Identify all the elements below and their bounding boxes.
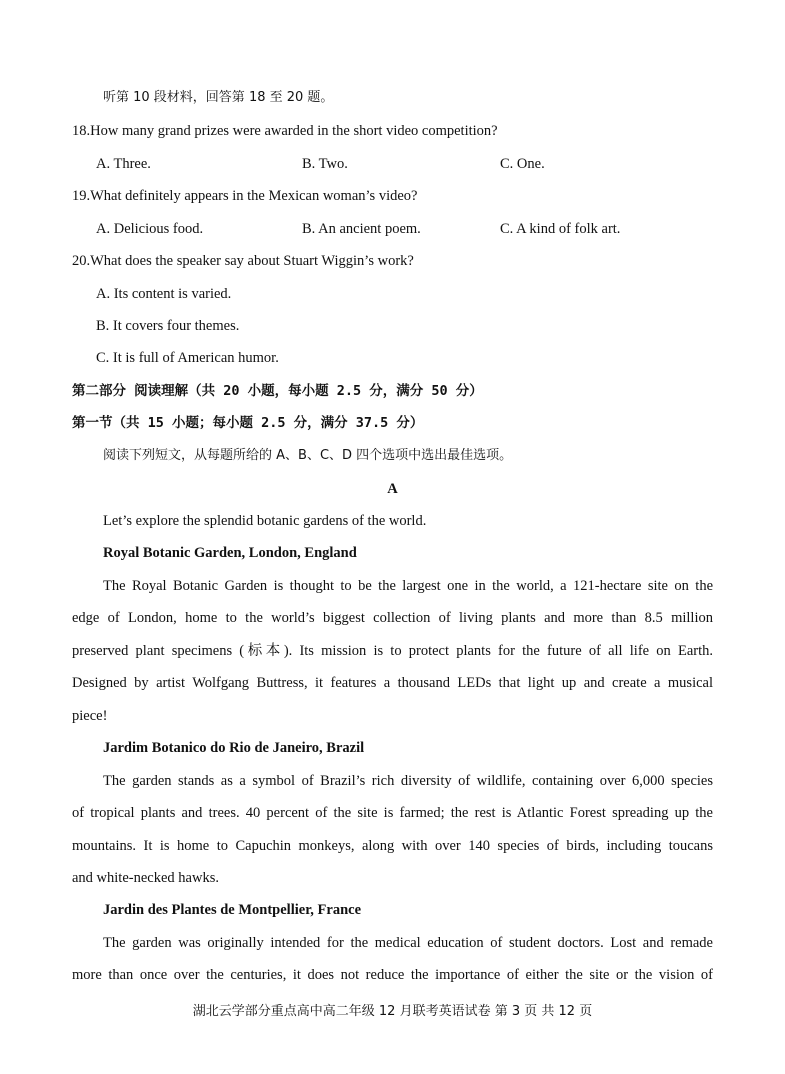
garden3-title: Jardin des Plantes de Montpellier, France (103, 902, 362, 918)
reading-instruction: 阅读下列短文，从每题所给的 A、B、C、D 四个选项中选出最佳选项。 (103, 448, 513, 463)
garden1-line-1: The Royal Botanic Garden is thought to be the largest one in the world, a 121-hectare site on the (103, 578, 713, 594)
garden2-line-4: and white-necked hawks. (72, 870, 219, 886)
garden1-line-2: edge of London, home to the world’s biggest collection of living plants and more than 8.5 million (72, 610, 713, 626)
question-18-stem: 18.How many grand prizes were awarded in the short video competition? (72, 123, 498, 139)
question-20-option-b: B. It covers four themes. (96, 318, 240, 334)
question-19-stem: 19.What definitely appears in the Mexican woman’s video? (72, 188, 418, 204)
garden3-line-1: The garden was originally intended for the medical education of student doctors. Lost and remade (103, 935, 713, 951)
question-18-option-a: A. Three. (96, 156, 151, 172)
garden2-line-3: mountains. It is home to Capuchin monkeys, along with over 140 species of birds, including toucans (72, 838, 713, 854)
garden2-line-1: The garden stands as a symbol of Brazil’s rich diversity of wildlife, containing over 6,000 species (103, 773, 713, 789)
garden2-title: Jardim Botanico do Rio de Janeiro, Brazil (103, 740, 365, 756)
question-19-option-b: B. An ancient poem. (302, 221, 421, 237)
question-18-option-c: C. One. (500, 156, 545, 172)
passage-intro: Let’s explore the splendid botanic gardens of the world. (103, 513, 427, 529)
question-19-option-c: C. A kind of folk art. (500, 221, 621, 237)
question-18-option-b: B. Two. (302, 156, 348, 172)
garden1-line-4: Designed by artist Wolfgang Buttress, it features a thousand LEDs that light up and create a musical (72, 675, 713, 691)
part2-title: 第二部分 阅读理解（共 20 小题，每小题 2.5 分，满分 50 分） (72, 383, 483, 399)
question-19-option-a: A. Delicious food. (96, 221, 204, 237)
garden1-line-3: preserved plant specimens (标本). Its mission is to protect plants for the future of all life on Earth. (72, 643, 713, 659)
passage-label: A (387, 481, 398, 497)
garden3-line-2: more than once over the centuries, it does not reduce the importance of either the site or the vision of (72, 967, 713, 983)
garden1-line-5: piece! (72, 708, 108, 724)
garden2-line-2: of tropical plants and trees. 40 percent of the site is farmed; the rest is Atlantic Forest spreading up the (72, 805, 713, 821)
question-20-option-a: A. Its content is varied. (96, 286, 232, 302)
question-20-option-c: C. It is full of American humor. (96, 350, 279, 366)
listening-instruction: 听第 10 段材料，回答第 18 至 20 题。 (103, 90, 334, 105)
page-footer: 湖北云学部分重点高中高二年级 12 月联考英语试卷 第 3 页 共 12 页 (192, 1004, 593, 1019)
question-20-stem: 20.What does the speaker say about Stuart Wiggin’s work? (72, 253, 414, 269)
garden1-title: Royal Botanic Garden, London, England (103, 545, 357, 561)
section1-title: 第一节（共 15 小题；每小题 2.5 分，满分 37.5 分） (72, 415, 424, 431)
